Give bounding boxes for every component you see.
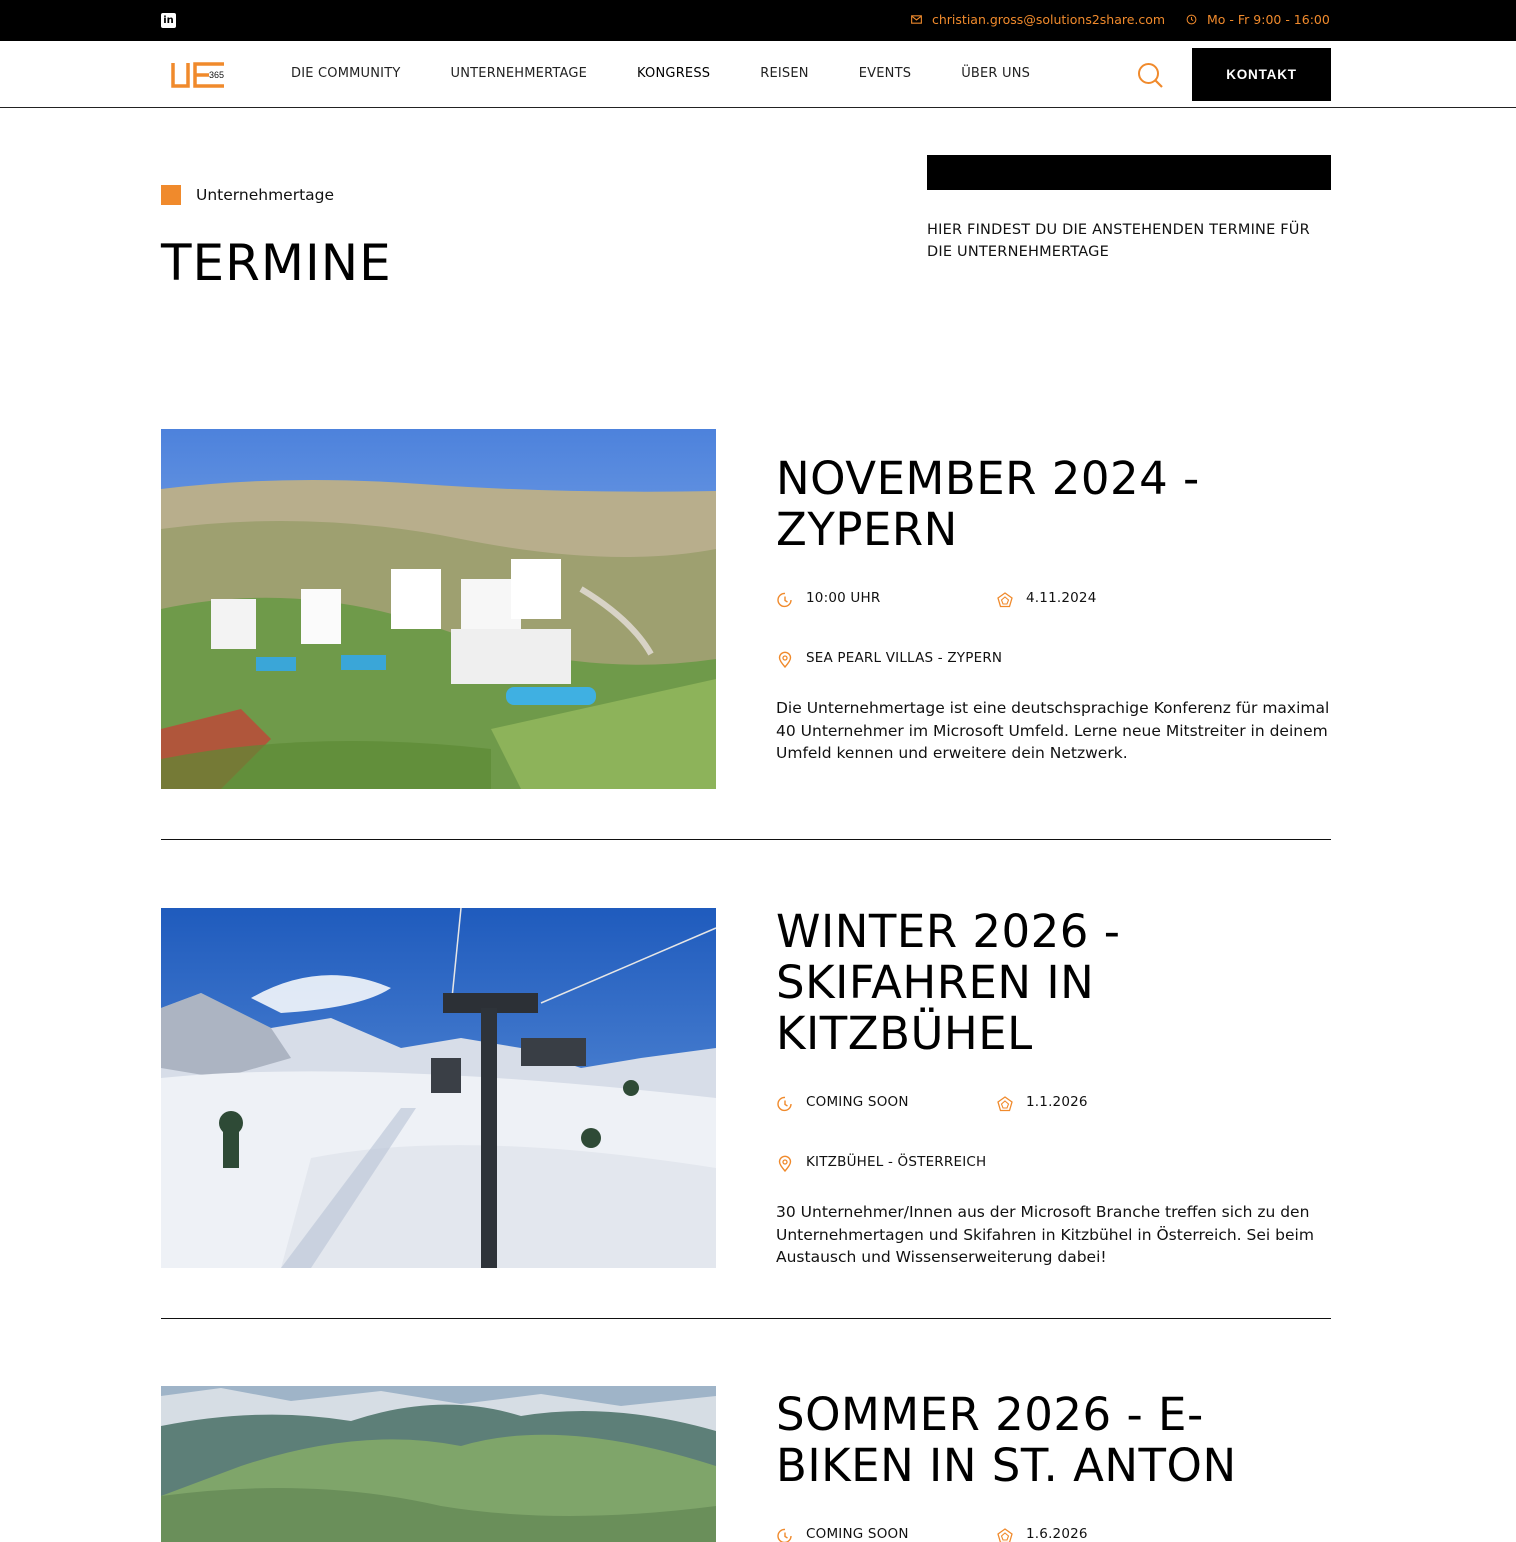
svg-text:365: 365 bbox=[209, 70, 225, 80]
event-image-st-anton[interactable] bbox=[161, 1386, 716, 1542]
event-title: WINTER 2026 - SKIFAHREN IN KITZBÜHEL bbox=[776, 905, 1121, 1060]
calendar-icon bbox=[996, 1095, 1014, 1113]
event-time bbox=[776, 1094, 909, 1113]
event-title: SOMMER 2026 - E-BIKEN IN ST. ANTON bbox=[776, 1388, 1237, 1492]
location-pin-icon bbox=[776, 1155, 794, 1173]
nav-unternehmertage[interactable]: UNTERNEHMERTAGE bbox=[450, 66, 588, 81]
breadcrumb bbox=[161, 185, 334, 205]
top-bar bbox=[0, 0, 1516, 41]
divider bbox=[161, 1318, 1331, 1319]
event-date-text: 4.11.2024 bbox=[1026, 590, 1097, 606]
opening-hours bbox=[1186, 12, 1330, 27]
email-link[interactable] bbox=[911, 12, 1165, 27]
event-location bbox=[776, 650, 1002, 669]
event-title: NOVEMBER 2024 - ZYPERN bbox=[776, 452, 1200, 556]
linkedin-icon[interactable]: in bbox=[161, 13, 176, 28]
hours-text: Mo - Fr 9:00 - 16:00 bbox=[1207, 12, 1330, 27]
event-location bbox=[776, 1154, 986, 1173]
event-date bbox=[996, 1526, 1088, 1542]
main-nav bbox=[291, 66, 1080, 81]
clock-icon bbox=[776, 591, 794, 609]
nav-ueber-uns[interactable]: ÜBER UNS bbox=[961, 66, 1031, 81]
event-date-text: 1.1.2026 bbox=[1026, 1094, 1088, 1110]
event-time bbox=[776, 1526, 909, 1542]
location-pin-icon bbox=[776, 651, 794, 669]
event-description: Die Unternehmertage ist eine deutschsprachige Konferenz für maximal 40 Unternehmer im Microsoft Umfeld. Lerne neue Mitstreiter in deinem Umfeld kennen und erweitere dein Netzwerk. bbox=[776, 699, 1330, 762]
event-time-text: 10:00 UHR bbox=[806, 590, 881, 606]
divider bbox=[161, 839, 1331, 840]
page-title: TERMINE bbox=[161, 234, 392, 292]
event-date bbox=[996, 590, 1097, 609]
ue365-logo[interactable] bbox=[171, 61, 227, 89]
event-time bbox=[776, 590, 880, 609]
nav-kongress[interactable]: KONGRESS bbox=[637, 66, 711, 81]
clock-icon bbox=[776, 1527, 794, 1542]
nav-reisen[interactable]: REISEN bbox=[760, 66, 809, 81]
event-date bbox=[996, 1094, 1088, 1113]
breadcrumb-marker bbox=[161, 185, 181, 205]
clock-icon bbox=[776, 1095, 794, 1113]
search-icon[interactable] bbox=[1136, 61, 1164, 89]
event-image-zypern[interactable] bbox=[161, 429, 716, 789]
nav-die-community[interactable]: DIE COMMUNITY bbox=[291, 66, 401, 81]
event-description: 30 Unternehmer/Innen aus der Microsoft Branche treffen sich zu den Unternehmertagen und Skifahren in Kitzbühel in Österreich. Sei beim Austausch und Wissenserweiterung dabei! bbox=[776, 1203, 1314, 1266]
event-image-kitzbuehel[interactable] bbox=[161, 908, 716, 1268]
clock-icon bbox=[1186, 14, 1197, 25]
email-text: christian.gross@solutions2share.com bbox=[932, 12, 1166, 27]
event-time-text: COMING SOON bbox=[806, 1526, 909, 1542]
calendar-icon bbox=[996, 1527, 1014, 1542]
breadcrumb-text[interactable]: Unternehmertage bbox=[196, 186, 335, 204]
event-location-text: KITZBÜHEL - ÖSTERREICH bbox=[806, 1154, 987, 1170]
hero-black-bar bbox=[927, 155, 1331, 190]
kontakt-button[interactable]: KONTAKT bbox=[1192, 48, 1331, 101]
event-time-text: COMING SOON bbox=[806, 1094, 909, 1110]
mail-icon bbox=[911, 14, 922, 25]
event-date-text: 1.6.2026 bbox=[1026, 1526, 1088, 1542]
event-location-text: SEA PEARL VILLAS - ZYPERN bbox=[806, 650, 1003, 666]
hero-description: HIER FINDEST DU DIE ANSTEHENDEN TERMINE FÜR DIE UNTERNEHMERTAGE bbox=[927, 222, 1310, 260]
nav-events[interactable]: EVENTS bbox=[858, 66, 912, 81]
calendar-icon bbox=[996, 591, 1014, 609]
main-header bbox=[0, 41, 1516, 108]
